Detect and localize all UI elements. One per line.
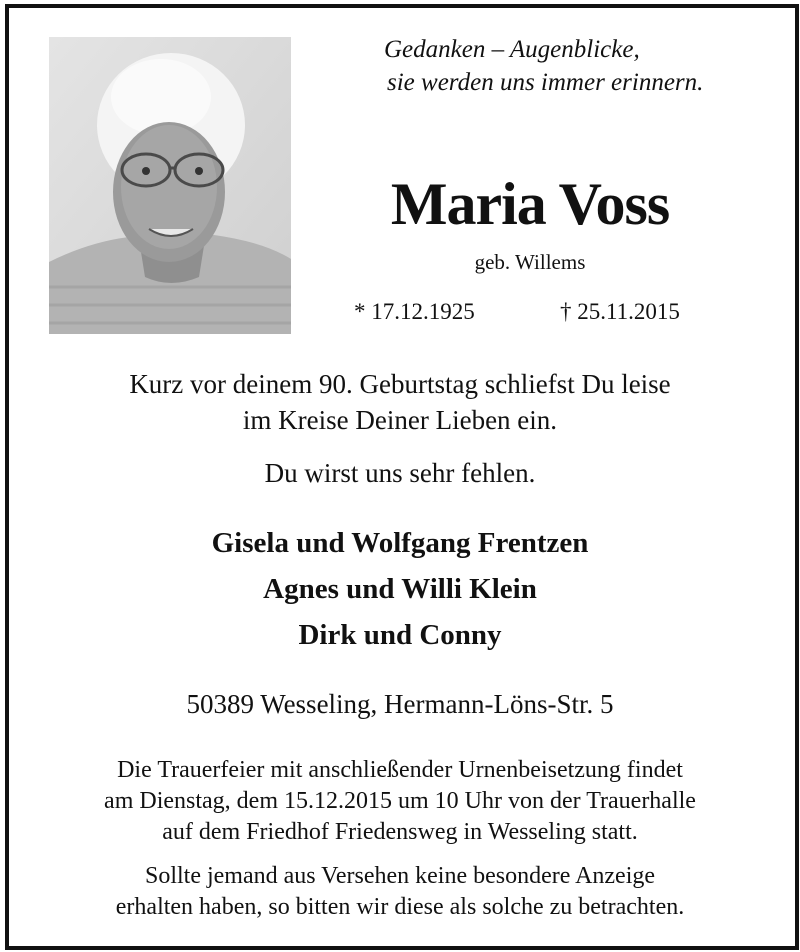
message-line-2: im Kreise Deiner Lieben ein. [242,405,558,435]
quote-line-2: sie werden uns immer erinnern. [387,69,704,96]
funeral-line-2: am Dienstag, dem 15.12.2015 um 10 Uhr von der Trauerhalle [104,788,696,814]
memorial-quote [384,33,764,99]
missed-line: Du wirst uns sehr fehlen. [264,458,536,488]
message-line-1: Kurz vor deinem 90. Geburtstag schliefst Du leise [129,369,671,399]
closing-note [20,861,780,923]
maiden-name: geb. Willems [474,250,586,274]
portrait-photo [49,37,291,334]
family-member: Agnes und Willi Klein [263,573,537,605]
quote-line-1: Gedanken – Augenblicke, [384,36,640,63]
family-member: Dirk und Conny [298,619,502,651]
funeral-line-3: auf dem Friedhof Friedensweg in Wesseling statt. [162,819,638,845]
note-line-2: erhalten haben, so bitten wir diese als solche zu betrachten. [115,894,685,920]
family-address: 50389 Wesseling, Hermann-Löns-Str. 5 [186,689,614,719]
funeral-line-1: Die Trauerfeier mit anschließender Urnenbeisetzung findet [117,757,683,783]
note-line-1: Sollte jemand aus Versehen keine besondere Anzeige [144,863,656,889]
birth-date: * 17.12.1925 [354,299,475,324]
deceased-name: Maria Voss [390,171,670,237]
funeral-details [20,755,780,848]
family-list [20,520,780,658]
death-date: † 25.11.2015 [560,299,680,324]
family-member: Gisela und Wolfgang Frentzen [211,527,589,559]
farewell-message [20,366,780,438]
